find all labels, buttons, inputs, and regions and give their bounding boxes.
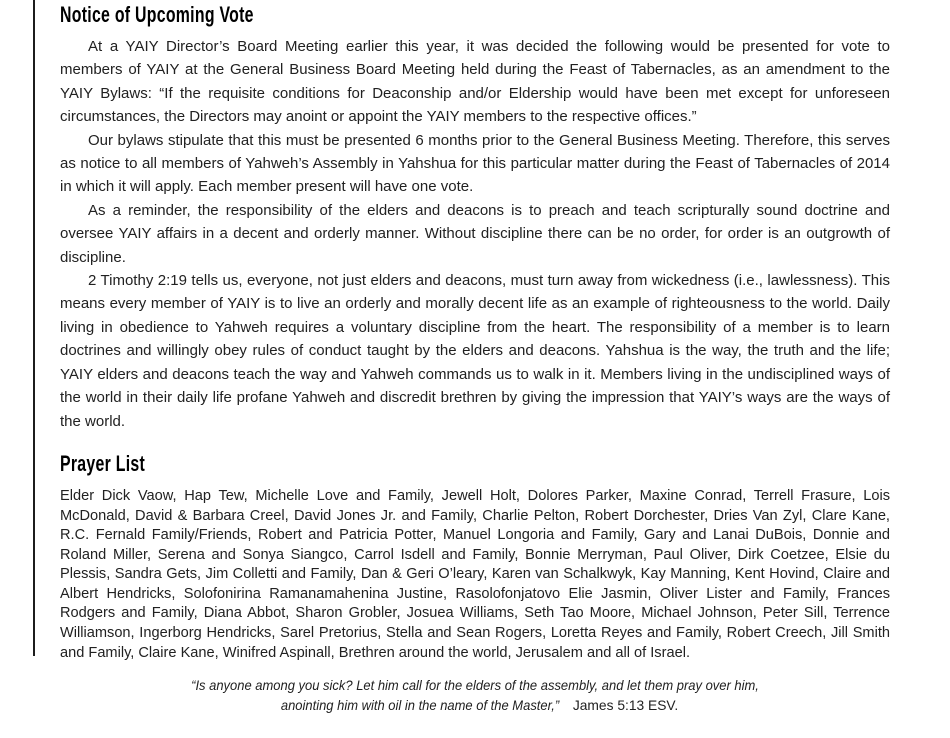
scripture-quote-line-2 bbox=[60, 696, 890, 716]
notice-section-body bbox=[60, 35, 890, 433]
scripture-quote-line-1 bbox=[60, 676, 890, 696]
notice-paragraph-3: As a reminder, the responsibility of the elders and deacons is to preach and teach scripturally sound doctrine and oversee YAIY affairs in a decent and orderly manner. Without discipline there can be no order, for order is an outgrowth of discipline. bbox=[60, 201, 890, 266]
notice-paragraph-2: Our bylaws stipulate that this must be presented 6 months prior to the General Business Meeting. Therefore, this serves as notice to all members of Yahweh’s Assembly in Yahshua for this particular matter during the Feast of Tabernacles of 2014 in which it will apply. Each member present will have one vote. bbox=[60, 131, 890, 196]
notice-section-heading bbox=[60, 0, 890, 28]
page-content bbox=[60, 0, 890, 716]
scripture-quote bbox=[60, 676, 890, 716]
prayer-section-heading bbox=[60, 449, 890, 477]
scripture-quote-line-2-text: anointing him with oil in the name of the Master,” bbox=[280, 698, 559, 714]
notice-paragraph-4: 2 Timothy 2:19 tells us, everyone, not just elders and deacons, must turn away from wickedness (i.e., lawlessness). This means every member of YAIY is to live an orderly and morally decent life as an example of righteousness to the world. Daily living in obedience to Yahweh requires a voluntary discipline from the heart. The responsibility of a member is to learn doctrines and willingly obey rules of conduct taught by the elders and deacons. Yahshua is the way, the truth and the life; YAIY elders and deacons teach the way and Yahweh commands us to walk in it. Members living in the undisciplined ways of the world in their daily life profane Yahweh and discredit brethren by giving the impression that YAIY’s ways are the ways of the world. bbox=[60, 272, 890, 430]
column-divider-rule bbox=[33, 0, 35, 656]
scripture-reference: James 5:13 ESV. bbox=[572, 698, 679, 714]
prayer-heading-text: Prayer List bbox=[60, 450, 146, 476]
notice-heading-text: Notice of Upcoming Vote bbox=[60, 2, 254, 27]
notice-paragraph-1: At a YAIY Director’s Board Meeting earlier this year, it was decided the following would be presented for vote to members of YAIY at the General Business Board Meeting held during the Feast of Tabernacles, as an amendment to the YAIY Bylaws: “If the requisite conditions for Deaconship and/or Eldership would have been met except for unforeseen circumstances, the Directors may anoint or appoint the YAIY members to the respective offices.” bbox=[60, 38, 890, 126]
prayer-list-names: Elder Dick Vaow, Hap Tew, Michelle Love and Family, Jewell Holt, Dolores Parker, Maxine Conrad, Terrell Frasure, Lois McDonald, David & Barbara Creel, David Jones Jr. and Family, Charlie Pelton, Robert Dorchester, Dries Van Zyl, Clare Kane, R.C. Fernald Family/Friends, Robert and Patricia Potter, Manuel Longoria and Family, Gary and Lanai DuBois, Donnie and Roland Miller, Serena and Sonya Siangco, Carrol Isdell and Family, Bonnie Merryman, Paul Oliver, Dirk Coetzee, Elsie du Plessis, Sandra Gets, Jim Colletti and Family, Dan & Geri O’leary, Karen van Schalkwyk, Kay Manning, Kent Hovind, Claire and Albert Hendricks, Solofonirina Ramanamahenina Justine, Rasolofonjatovo Elie Jasmin, Oliver Lister and Family, Frances Rodgers and Family, Diana Abbot, Sharon Grobler, Josuea Williams, Seth Tao Moore, Michael Johnson, Peter Sill, Terrence Williamson, Ingerborg Hendricks, Sarel Pretorius, Stella and Sean Rogers, Loretta Reyes and Family, Robert Creech, Jill Smith and Family, Claire Kane, Winifred Aspinall, Brethren around the world, Jerusalem and all of Israel. bbox=[60, 487, 890, 661]
scripture-quote-line-1-text: “Is anyone among you sick? Let him call for the elders of the assembly, and let them pray over him, bbox=[191, 678, 759, 694]
